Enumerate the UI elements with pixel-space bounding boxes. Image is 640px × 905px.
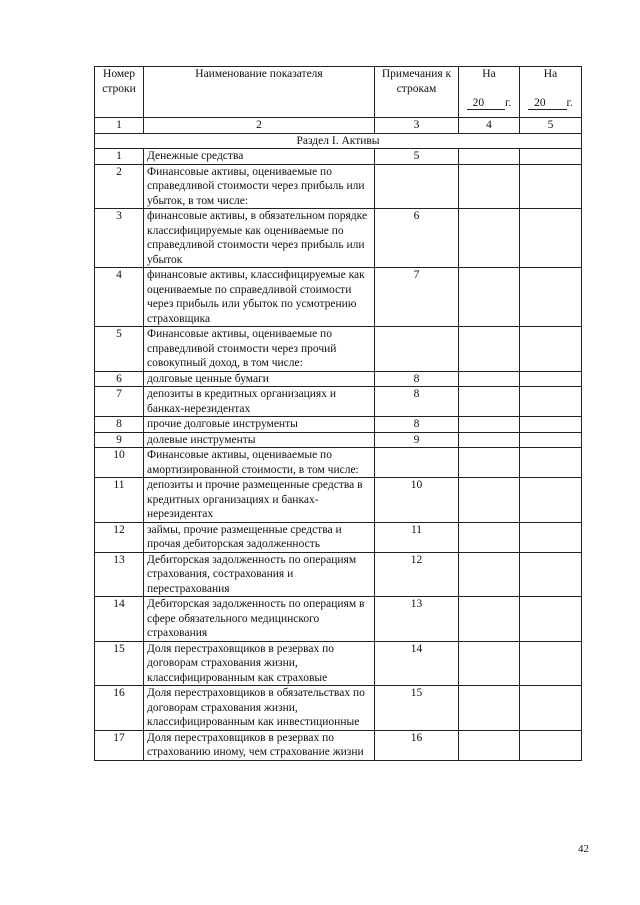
table-row [95, 209, 582, 268]
row-name: прочие долговые инструменты [144, 417, 375, 433]
row-number: 11 [95, 478, 144, 523]
table-header-row [95, 67, 582, 118]
table-row [95, 387, 582, 417]
row-value-1 [459, 597, 520, 642]
row-value-1 [459, 268, 520, 327]
row-value-2 [520, 686, 582, 731]
table-row [95, 641, 582, 686]
row-value-1 [459, 448, 520, 478]
header-indicator-name: Наименование показателя [144, 67, 375, 118]
row-number: 1 [95, 149, 144, 165]
header-date-2 [520, 67, 582, 118]
row-name: Доля перестраховщиков в обязательствах по договорам страхования жизни, классифицированным как инвестиционные [144, 686, 375, 731]
row-note: 13 [375, 597, 459, 642]
row-number: 12 [95, 522, 144, 552]
row-value-2 [520, 268, 582, 327]
row-number: 16 [95, 686, 144, 731]
header-date-1-label: На [482, 68, 496, 80]
page-number: 42 [578, 843, 589, 855]
row-name: Денежные средства [144, 149, 375, 165]
row-name: Доля перестраховщиков в резервах по страхованию иному, чем страхование жизни [144, 730, 375, 760]
balance-sheet-table [94, 66, 582, 761]
table-row [95, 597, 582, 642]
row-number: 15 [95, 641, 144, 686]
row-value-1 [459, 522, 520, 552]
row-value-2 [520, 641, 582, 686]
row-value-2 [520, 730, 582, 760]
row-note: 12 [375, 552, 459, 597]
row-note: 15 [375, 686, 459, 731]
row-value-1 [459, 149, 520, 165]
row-value-1 [459, 686, 520, 731]
row-number: 17 [95, 730, 144, 760]
table-row [95, 371, 582, 387]
row-value-2 [520, 387, 582, 417]
row-value-2 [520, 448, 582, 478]
row-name: Финансовые активы, оцениваемые по справедливой стоимости через прочий совокупный доход, в том числе: [144, 327, 375, 372]
row-note: 8 [375, 417, 459, 433]
row-note: 9 [375, 432, 459, 448]
row-note: 10 [375, 478, 459, 523]
table-row [95, 522, 582, 552]
row-note [375, 164, 459, 209]
table-row [95, 448, 582, 478]
row-name: Финансовые активы, оцениваемые по справедливой стоимости через прибыль или убыток, в том числе: [144, 164, 375, 209]
row-name: депозиты в кредитных организациях и банках-нерезидентах [144, 387, 375, 417]
table-row [95, 327, 582, 372]
table-row [95, 417, 582, 433]
row-value-2 [520, 371, 582, 387]
row-number: 4 [95, 268, 144, 327]
row-name: финансовые активы, в обязательном порядке классифицируемые как оцениваемые по справедливой стоимости через прибыль или убыток [144, 209, 375, 268]
table-row [95, 552, 582, 597]
row-value-1 [459, 417, 520, 433]
row-value-1 [459, 164, 520, 209]
table-row [95, 730, 582, 760]
row-number: 8 [95, 417, 144, 433]
header-date-1-year: 20 г. [467, 96, 512, 111]
row-name: долговые ценные бумаги [144, 371, 375, 387]
header-date-1 [459, 67, 520, 118]
row-name: долевые инструменты [144, 432, 375, 448]
row-number: 7 [95, 387, 144, 417]
row-note: 5 [375, 149, 459, 165]
row-number: 13 [95, 552, 144, 597]
row-value-2 [520, 432, 582, 448]
row-name: займы, прочие размещенные средства и прочая дебиторская задолженность [144, 522, 375, 552]
header-date-2-year: 20 г. [528, 96, 573, 111]
row-value-2 [520, 478, 582, 523]
row-note: 16 [375, 730, 459, 760]
column-index: 3 [375, 118, 459, 134]
row-number: 3 [95, 209, 144, 268]
row-note: 8 [375, 371, 459, 387]
column-index: 4 [459, 118, 520, 134]
row-number: 10 [95, 448, 144, 478]
row-number: 9 [95, 432, 144, 448]
row-value-1 [459, 327, 520, 372]
row-value-1 [459, 371, 520, 387]
row-value-2 [520, 327, 582, 372]
column-index: 2 [144, 118, 375, 134]
row-number: 2 [95, 164, 144, 209]
row-name: депозиты и прочие размещенные средства в кредитных организациях и банках-нерезидентах [144, 478, 375, 523]
header-notes: Примечания к строкам [375, 67, 459, 118]
row-number: 14 [95, 597, 144, 642]
column-index: 5 [520, 118, 582, 134]
header-date-2-label: На [543, 68, 558, 80]
table-row [95, 432, 582, 448]
row-name: финансовые активы, классифицируемые как оцениваемые по справедливой стоимости через прибыль или убыток по усмотрению страховщика [144, 268, 375, 327]
row-name: Дебиторская задолженность по операциям в сфере обязательного медицинского страхования [144, 597, 375, 642]
row-value-1 [459, 641, 520, 686]
table-row [95, 478, 582, 523]
table-row [95, 686, 582, 731]
table-row [95, 149, 582, 165]
row-value-1 [459, 209, 520, 268]
row-value-2 [520, 552, 582, 597]
row-note: 11 [375, 522, 459, 552]
row-value-2 [520, 417, 582, 433]
row-value-2 [520, 149, 582, 165]
row-value-2 [520, 597, 582, 642]
row-note [375, 327, 459, 372]
row-number: 5 [95, 327, 144, 372]
row-name: Финансовые активы, оцениваемые по амортизированной стоимости, в том числе: [144, 448, 375, 478]
row-note: 14 [375, 641, 459, 686]
row-value-1 [459, 552, 520, 597]
row-value-1 [459, 387, 520, 417]
row-name: Доля перестраховщиков в резервах по договорам страхования жизни, классифицированным как страховые [144, 641, 375, 686]
column-index-row [95, 118, 582, 134]
table-body [95, 149, 582, 761]
row-note: 8 [375, 387, 459, 417]
column-index: 1 [95, 118, 144, 134]
row-value-1 [459, 432, 520, 448]
row-value-1 [459, 478, 520, 523]
row-name: Дебиторская задолженность по операциям страхования, сострахования и перестрахования [144, 552, 375, 597]
row-value-1 [459, 730, 520, 760]
row-number: 6 [95, 371, 144, 387]
table-row [95, 268, 582, 327]
row-value-2 [520, 164, 582, 209]
row-value-2 [520, 522, 582, 552]
row-note: 7 [375, 268, 459, 327]
section-title: Раздел I. Активы [95, 133, 582, 149]
row-note: 6 [375, 209, 459, 268]
header-line-number: Номер строки [95, 67, 144, 118]
table-row [95, 164, 582, 209]
row-note [375, 448, 459, 478]
section-row [95, 133, 582, 149]
row-value-2 [520, 209, 582, 268]
